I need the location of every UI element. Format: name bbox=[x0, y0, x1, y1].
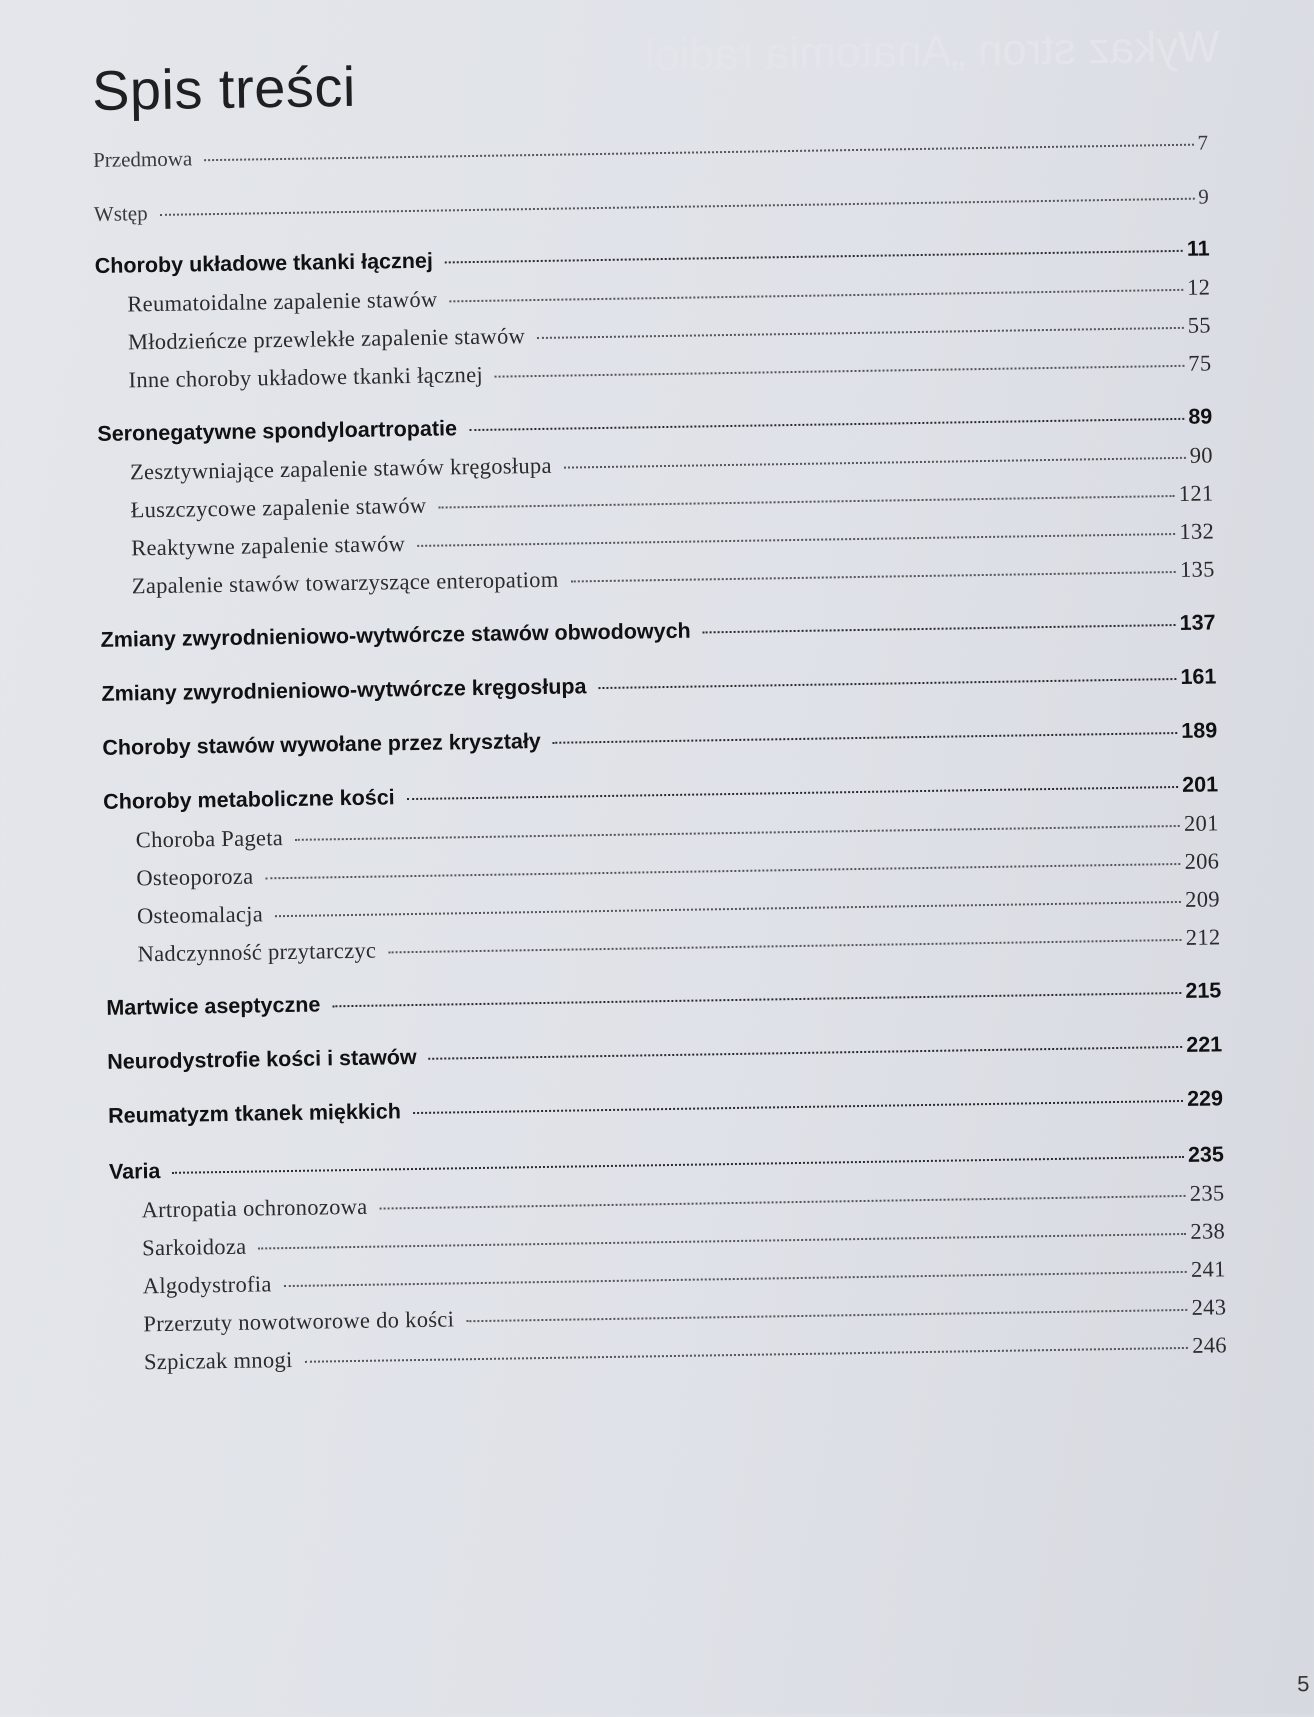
toc-entry-title: Algodystrofia bbox=[142, 1271, 272, 1299]
toc-entry-title: Przerzuty nowotworowe do kości bbox=[143, 1306, 455, 1337]
toc-entry-section bbox=[102, 718, 1217, 774]
toc-entry-section bbox=[100, 610, 1215, 666]
dot-leader bbox=[413, 1100, 1183, 1114]
dot-leader bbox=[429, 1046, 1183, 1060]
toc-entry-page-number: 235 bbox=[1189, 1180, 1225, 1206]
toc-entry-section bbox=[101, 664, 1216, 720]
toc-entry-title: Sarkoidoza bbox=[141, 1233, 247, 1261]
toc-entry-page-number: 221 bbox=[1186, 1032, 1223, 1057]
toc-entry-title: Inne choroby układowe tkanki łącznej bbox=[128, 361, 484, 393]
toc-entry-page-number: 90 bbox=[1189, 442, 1214, 468]
toc-entry-title: Martwice aseptyczne bbox=[106, 992, 321, 1020]
toc-entry-page-number: 132 bbox=[1179, 518, 1215, 544]
toc-entry-title: Nadczynność przytarczyc bbox=[137, 937, 377, 967]
dot-leader bbox=[537, 327, 1184, 339]
toc-entry-title: Choroby metaboliczne kości bbox=[102, 785, 395, 814]
dot-leader bbox=[204, 144, 1193, 162]
dot-leader bbox=[495, 365, 1184, 378]
bleed-through-text: Wykaz stron „Anatomia radiol bbox=[644, 22, 1220, 81]
toc-entry-title: Osteomalacja bbox=[136, 901, 264, 929]
toc-entry-page-number: 137 bbox=[1179, 610, 1216, 635]
dot-leader bbox=[469, 418, 1184, 431]
dot-leader bbox=[445, 250, 1183, 264]
toc-entry-page-number: 189 bbox=[1181, 718, 1218, 743]
toc-entry-page-number: 212 bbox=[1185, 924, 1221, 950]
toc-entry-title: Artropatia ochronozowa bbox=[141, 1193, 368, 1223]
toc-entry-preface bbox=[93, 130, 1208, 186]
table-of-contents bbox=[93, 130, 1227, 1387]
toc-entry-page-number: 229 bbox=[1186, 1086, 1224, 1111]
toc-entry-title: Zmiany zwyrodnieniowo-wytwórcze stawów obwodowych bbox=[100, 618, 691, 652]
dot-leader bbox=[571, 571, 1177, 583]
toc-entry-page-number: 201 bbox=[1181, 772, 1219, 797]
toc-entry-title: Choroba Pageta bbox=[135, 825, 284, 853]
toc-entry-page-number: 121 bbox=[1178, 480, 1214, 506]
page-number: 5 bbox=[1296, 1671, 1310, 1697]
dot-leader bbox=[295, 825, 1180, 841]
toc-entry-page-number: 215 bbox=[1185, 978, 1222, 1003]
toc-entry-title: Choroby układowe tkanki łącznej bbox=[94, 248, 434, 278]
dot-leader bbox=[466, 1309, 1187, 1322]
toc-entry-title: Reumatoidalne zapalenie stawów bbox=[127, 286, 438, 317]
toc-entry-title: Wstęp bbox=[93, 201, 148, 226]
dot-leader bbox=[258, 1233, 1186, 1250]
dot-leader bbox=[388, 939, 1182, 953]
dot-leader bbox=[305, 1347, 1189, 1363]
toc-entry-page-number: 9 bbox=[1198, 184, 1209, 209]
toc-entry-title: Seronegatywne spondyloartropatie bbox=[97, 416, 458, 446]
toc-entry-title: Szpiczak mnogi bbox=[143, 1346, 293, 1375]
toc-entry-page-number: 238 bbox=[1190, 1218, 1226, 1244]
dot-leader bbox=[379, 1195, 1185, 1210]
dot-leader bbox=[265, 863, 1180, 879]
page-title: Spis treści bbox=[91, 54, 357, 122]
toc-entry-page-number: 246 bbox=[1192, 1332, 1228, 1358]
dot-leader bbox=[172, 1156, 1184, 1174]
dot-leader bbox=[598, 678, 1176, 689]
toc-entry-page-number: 241 bbox=[1190, 1256, 1226, 1282]
toc-entry-page-number: 135 bbox=[1179, 556, 1215, 582]
toc-entry-page-number: 161 bbox=[1180, 664, 1217, 689]
toc-entry-title: Reumatyzm tkanek miękkich bbox=[107, 1099, 402, 1128]
toc-entry-title: Łuszczycowe zapalenie stawów bbox=[130, 492, 427, 523]
toc-entry-page-number: 55 bbox=[1187, 312, 1212, 338]
toc-entry-title: Reaktywne zapalenie stawów bbox=[131, 531, 406, 561]
toc-entry-page-number: 235 bbox=[1187, 1142, 1225, 1167]
dot-leader bbox=[284, 1271, 1187, 1287]
dot-leader bbox=[564, 457, 1186, 469]
toc-entry-page-number: 12 bbox=[1186, 274, 1211, 300]
toc-entry-title: Osteoporoza bbox=[136, 863, 254, 891]
toc-entry-section bbox=[107, 1032, 1222, 1088]
toc-entry-page-number: 243 bbox=[1191, 1294, 1227, 1320]
dot-leader bbox=[417, 533, 1175, 547]
toc-entry-title: Zapalenie stawów towarzyszące enteropatiom bbox=[131, 566, 559, 599]
dot-leader bbox=[332, 992, 1181, 1007]
toc-entry-section bbox=[106, 978, 1221, 1034]
toc-entry-page-number: 89 bbox=[1188, 404, 1213, 429]
toc-entry-title: Młodzieńcze przewlekłe zapalenie stawów bbox=[127, 323, 526, 355]
toc-entry-page-number: 206 bbox=[1184, 848, 1220, 874]
toc-entry-title: Varia bbox=[108, 1159, 161, 1184]
dot-leader bbox=[553, 732, 1178, 744]
dot-leader bbox=[703, 624, 1176, 633]
dot-leader bbox=[160, 198, 1195, 216]
toc-entry-page-number: 7 bbox=[1197, 130, 1209, 155]
toc-entry-title: Choroby stawów wywołane przez kryształy bbox=[102, 729, 541, 760]
dot-leader bbox=[449, 289, 1183, 303]
toc-entry-section bbox=[108, 1086, 1223, 1142]
toc-entry-title: Przedmowa bbox=[92, 146, 193, 172]
dot-leader bbox=[275, 901, 1181, 917]
toc-entry-title: Zesztywniające zapalenie stawów kręgosłupa bbox=[129, 452, 552, 485]
dot-leader bbox=[438, 495, 1175, 509]
toc-entry-title: Neurodystrofie kości i stawów bbox=[107, 1044, 417, 1074]
dot-leader bbox=[407, 786, 1179, 800]
toc-entry-title: Zmiany zwyrodnieniowo-wytwórcze kręgosłupa bbox=[101, 674, 587, 706]
toc-entry-page-number: 209 bbox=[1184, 886, 1221, 912]
toc-entry-preface bbox=[94, 184, 1209, 240]
toc-entry-page-number: 201 bbox=[1183, 810, 1219, 836]
toc-entry-page-number: 11 bbox=[1186, 236, 1210, 261]
toc-entry-page-number: 75 bbox=[1188, 350, 1212, 376]
